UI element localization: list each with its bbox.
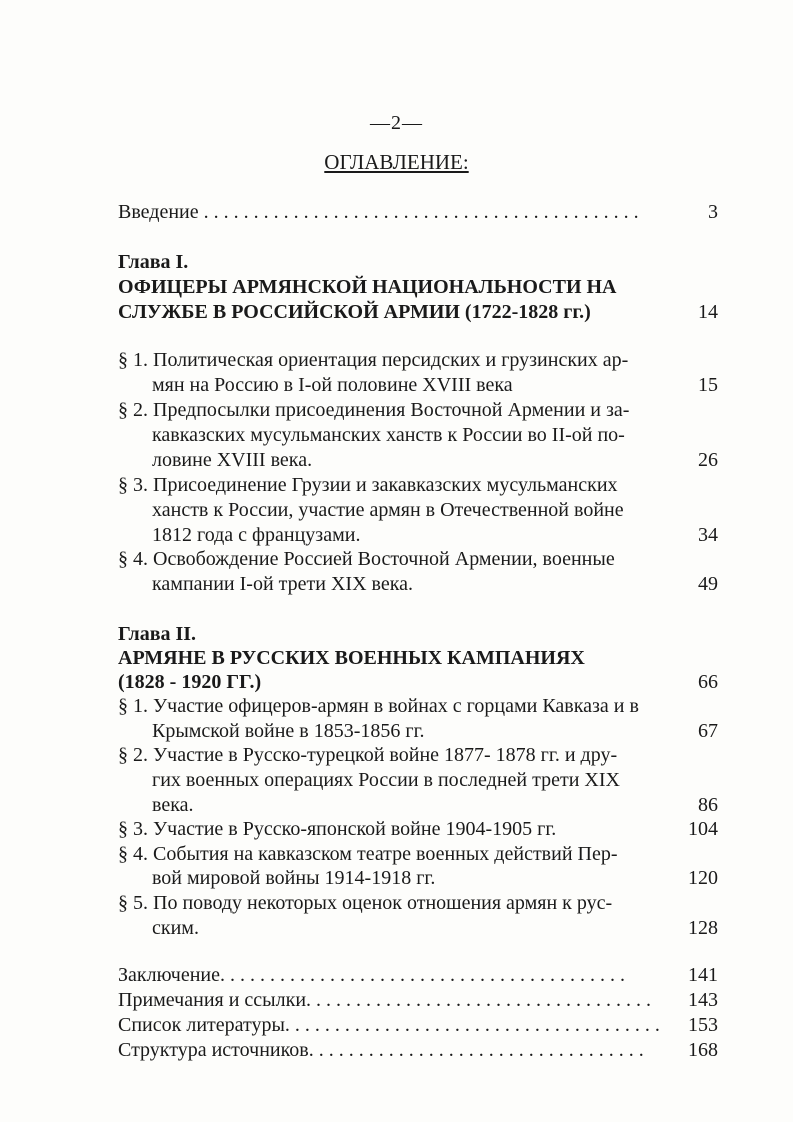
toc-entry-page: 153 — [688, 1014, 718, 1036]
toc-section-line: вой мировой войны 1914-1918 гг. — [152, 867, 436, 889]
chapter-2-title-line1: АРМЯНЕ В РУССКИХ ВОЕННЫХ КАМПАНИЯХ — [118, 647, 585, 669]
chapter-1-label: Глава I. — [118, 251, 189, 273]
chapter-2-page: 66 — [698, 671, 718, 693]
toc-section-line: § 4. События на кавказском театре военных действий Пер- — [118, 843, 618, 865]
toc-section-page: 34 — [698, 524, 718, 546]
toc-section-line: ловине XVIII века. — [152, 449, 313, 471]
chapter-2-label: Глава II. — [118, 623, 197, 645]
toc-section-line: § 3. Участие в Русско-японской войне 1904-1905 гг. — [118, 818, 557, 840]
toc-section-line: § 3. Присоединение Грузии и закавказских мусульманских — [118, 474, 618, 496]
toc-section-line: века. — [152, 794, 194, 816]
toc-section-line: Крымской войне в 1853-1856 гг. — [152, 720, 425, 742]
toc-entry-conclusion — [118, 963, 625, 988]
toc-entry-bibliography — [118, 1013, 660, 1038]
toc-entry-text: Список литературы — [118, 1014, 285, 1036]
chapter-1-page: 14 — [698, 301, 718, 323]
toc-entry-text: Структура источников — [118, 1039, 309, 1061]
toc-section-line: § 5. По поводу некоторых оценок отношения армян к рус- — [118, 892, 613, 914]
chapter-1-title-line1: ОФИЦЕРЫ АРМЯНСКОЙ НАЦИОНАЛЬНОСТИ НА — [118, 276, 617, 298]
toc-section-page: 86 — [698, 794, 718, 816]
page-title — [0, 150, 793, 175]
toc-section-line: ским. — [152, 917, 199, 939]
toc-section-page: 26 — [698, 449, 718, 471]
toc-section-line: § 1. Участие офицеров-армян в войнах с горцами Кавказа и в — [118, 695, 639, 717]
toc-section-line: кавказских мусульманских ханств к России во II-ой по- — [152, 424, 625, 446]
toc-section-line: § 2. Предпосылки присоединения Восточной Армении и за- — [118, 399, 630, 421]
toc-entry-notes — [118, 988, 651, 1013]
toc-section-page: 49 — [698, 573, 718, 595]
toc-entry-text: Примечания и ссылки — [118, 989, 307, 1011]
toc-section-line: § 2. Участие в Русско-турецкой войне 1877- 1878 гг. и дру- — [118, 744, 618, 766]
toc-entry-text: Заключение — [118, 964, 220, 986]
toc-entry-intro — [118, 200, 639, 225]
dot-leader: . . . . . . . . . . . . . . . . . . . . . . . . . . . . . . . . . . . . . . — [284, 1014, 660, 1036]
toc-section-line: § 1. Политическая ориентация персидских и грузинских ар- — [118, 349, 629, 371]
toc-entry-page: 141 — [688, 964, 718, 986]
toc-entry-sources — [118, 1038, 644, 1063]
toc-section-page: 15 — [698, 374, 718, 396]
chapter-1-title-line2: СЛУЖБЕ В РОССИЙСКОЙ АРМИИ (1722-1828 гг.) — [118, 301, 591, 323]
toc-section-line: гих военных операциях России в последней трети XIX — [152, 769, 620, 791]
toc-section-page: 104 — [688, 818, 718, 840]
chapter-2-title-line2: (1828 - 1920 ГГ.) — [118, 671, 262, 693]
toc-section-line: мян на Россию в I-ой половине XVIII века — [152, 374, 513, 396]
toc-section-page: 120 — [688, 867, 718, 889]
toc-section-page: 128 — [688, 917, 718, 939]
page-number: —2— — [370, 112, 423, 134]
toc-section-page: 67 — [698, 720, 718, 742]
toc-section-line: ханств к России, участие армян в Отечественной войне — [152, 499, 624, 521]
toc-entry-page: 168 — [688, 1039, 718, 1061]
toc-section-line: § 4. Освобождение Россией Восточной Армении, военные — [118, 548, 615, 570]
dot-leader: . . . . . . . . . . . . . . . . . . . . . . . . . . . . . . . . . . . . . . . . . . . . — [203, 201, 639, 223]
toc-entry-page: 3 — [708, 201, 718, 223]
dot-leader: . . . . . . . . . . . . . . . . . . . . . . . . . . . . . . . . . . . — [306, 989, 652, 1011]
toc-entry-page: 143 — [688, 989, 718, 1011]
dot-leader: . . . . . . . . . . . . . . . . . . . . . . . . . . . . . . . . . . . . . . . . . — [220, 964, 625, 986]
toc-entry-text: Введение — [118, 201, 199, 223]
dot-leader: . . . . . . . . . . . . . . . . . . . . . . . . . . . . . . . . . . — [308, 1039, 644, 1061]
toc-section-line: кампании I-ой трети XIX века. — [152, 573, 414, 595]
toc-section-line: 1812 года с французами. — [152, 524, 361, 546]
title-text: ОГЛАВЛЕНИЕ: — [324, 150, 469, 174]
